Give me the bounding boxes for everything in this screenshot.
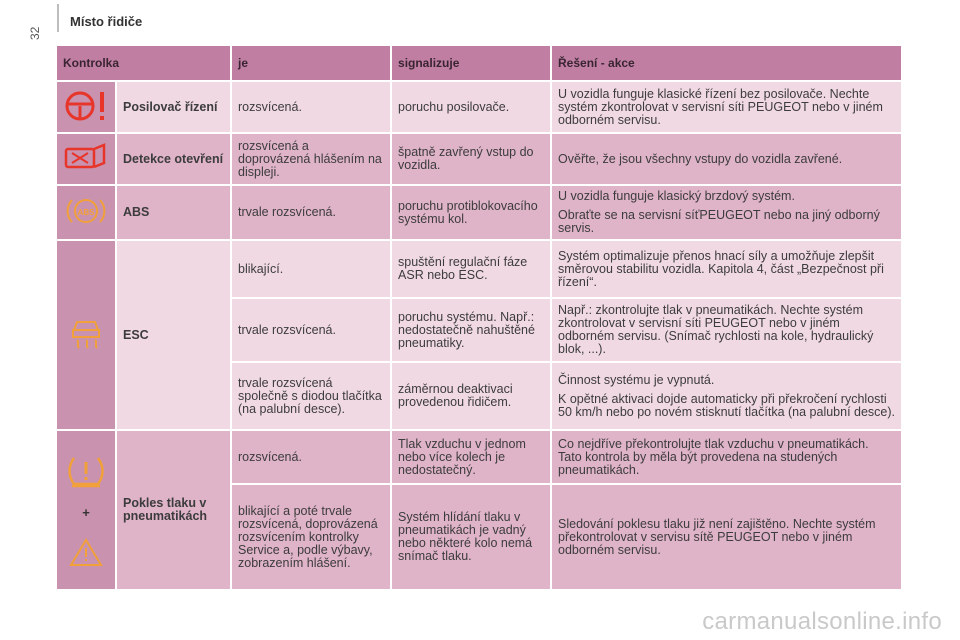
row-meaning: Systém hlídání tlaku v pneumatikách je vadný nebo některé kolo nemá snímač tlaku. xyxy=(392,485,552,589)
column-header-reseni: Řešení - akce xyxy=(552,46,903,80)
column-header-kontrolka: Kontrolka xyxy=(57,46,232,80)
tyres-icon-cell xyxy=(57,431,117,589)
row-meaning: poruchu posilovače. xyxy=(392,82,552,132)
row-state: trvale rozsvícená. xyxy=(232,186,392,239)
table-row xyxy=(57,82,903,132)
steering-icon-cell xyxy=(57,82,117,132)
svg-text:ABS: ABS xyxy=(77,208,95,217)
row-state: trvale rozsvícená. xyxy=(232,299,392,361)
warning-lights-table xyxy=(57,44,903,591)
row-state: rozsvícená. xyxy=(232,82,392,132)
row-action: Co nejdříve překontrolujte tlak vzduchu v pneumatikách. Tato kontrola by měla být provedena na studených pneumatikách. xyxy=(552,431,903,483)
row-meaning: poruchu systému. Např.: nedostatečně nahuštěné pneumatiky. xyxy=(392,299,552,361)
row-name: ESC xyxy=(117,241,232,429)
table-row xyxy=(57,241,903,297)
watermark: carmanualsonline.info xyxy=(702,608,942,635)
table-row xyxy=(57,186,903,239)
row-name: Detekce otevření xyxy=(117,134,232,184)
table-row xyxy=(57,431,903,483)
left-rule xyxy=(57,4,59,32)
section-title: Místo řidiče xyxy=(70,14,143,29)
row-action: Např.: zkontrolujte tlak v pneumatikách. Nechte systém zkontrolovat v servisní síti PEUGEOT nebo v jiném odborném servisu. (Snímač rychlosti na kole, hydraulický blok, ...). xyxy=(552,299,903,361)
row-meaning: Tlak vzduchu v jednom nebo více kolech je nedostatečný. xyxy=(392,431,552,483)
esc-icon-cell xyxy=(57,241,117,429)
row-action: Systém optimalizuje přenos hnací síly a umožňuje zlepšit směrovou stabilitu vozidla. Kapitola 4, část „Bezpečnost při řízení“. xyxy=(552,241,903,297)
abs-icon xyxy=(64,194,108,228)
tyre-pressure-icon xyxy=(66,454,106,488)
doors-icon-cell xyxy=(57,134,117,184)
row-meaning: poruchu protiblokovacího systému kol. xyxy=(392,186,552,239)
table-header-row xyxy=(57,46,903,80)
row-meaning: špatně zavřený vstup do vozidla. xyxy=(392,134,552,184)
row-name: Posilovač řízení xyxy=(117,82,232,132)
steering-wheel-warning-icon xyxy=(62,86,110,126)
row-action: Sledování poklesu tlaku již není zajištěno. Nechte systém překontrolovat v servisu sítě PEUGEOT nebo v jiném odborném servisu. xyxy=(552,485,903,589)
row-action: Ověřte, že jsou všechny vstupy do vozidla zavřené. xyxy=(552,134,903,184)
row-state: rozsvícená. xyxy=(232,431,392,483)
row-action: Činnost systému je vypnutá. K opětné aktivaci dojde automaticky při překročení rychlosti 50 km/h nebo po novém stisknutí tlačítka (na palubní desce). xyxy=(552,363,903,429)
plus-sign: + xyxy=(82,504,90,520)
warning-triangle-icon xyxy=(69,537,103,567)
row-state: blikající a poté trvale rozsvícená, doprovázená rozsvícením kontrolky Service a, podle výbavy, zobrazením hlášení. xyxy=(232,485,392,589)
row-name: Pokles tlaku v pneumatikách xyxy=(117,431,232,589)
column-header-je: je xyxy=(232,46,392,80)
row-state: blikající. xyxy=(232,241,392,297)
table-row xyxy=(57,134,903,184)
row-name: ABS xyxy=(117,186,232,239)
page-number: 32 xyxy=(28,26,42,40)
esc-skid-icon xyxy=(68,318,104,350)
abs-icon-cell xyxy=(57,186,117,239)
row-meaning: záměrnou deaktivaci provedenou řidičem. xyxy=(392,363,552,429)
row-state: trvale rozsvícená společně s diodou tlačítka (na palubní desce). xyxy=(232,363,392,429)
column-header-signalizuje: signalizuje xyxy=(392,46,552,80)
row-action: U vozidla funguje klasický brzdový systém. Obraťte se na servisní síťPEUGEOT nebo na jiný odborný servis. xyxy=(552,186,903,239)
row-meaning: spuštění regulační fáze ASR nebo ESC. xyxy=(392,241,552,297)
door-open-icon xyxy=(62,141,110,175)
row-action: U vozidla funguje klasické řízení bez posilovače. Nechte systém zkontrolovat v servisní síti PEUGEOT nebo v jiném odborném servisu. xyxy=(552,82,903,132)
row-state: rozsvícená a doprovázená hlášením na displeji. xyxy=(232,134,392,184)
